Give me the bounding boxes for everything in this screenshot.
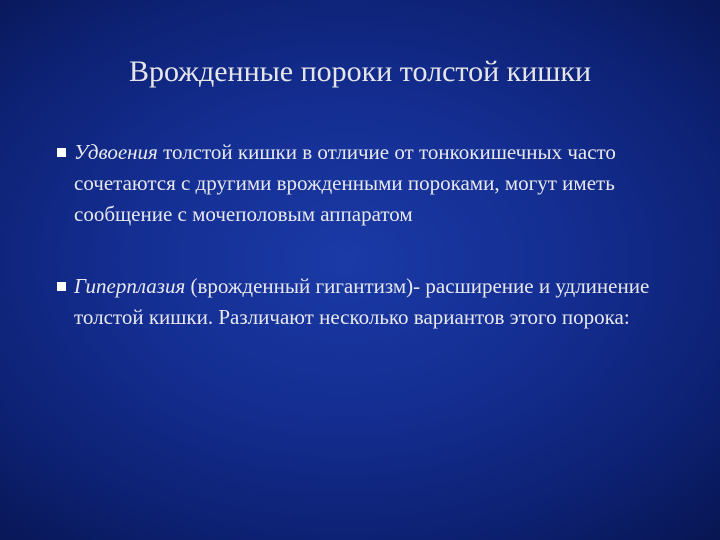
bullet-text: (врожденный гигантизм)- расширение и удлинение толстой кишки. Различают несколько вариантов этого порока: [74, 274, 650, 329]
bullet-list [52, 137, 682, 333]
bullet-item-duplication [52, 137, 682, 230]
square-bullet-icon [57, 148, 66, 157]
slide-title: Врожденные пороки толстой кишки [128, 55, 592, 88]
bullet-text: толстой кишки в отличие от тонкокишечных часто сочетаются с другими врожденными пороками, могут иметь сообщение с мочеполовым аппаратом [74, 140, 616, 226]
bullet-term: Удвоения [74, 140, 158, 164]
bullet-item-hyperplasia [52, 271, 682, 333]
bullet-term: Гиперплазия [74, 274, 186, 298]
square-bullet-icon [57, 282, 66, 291]
